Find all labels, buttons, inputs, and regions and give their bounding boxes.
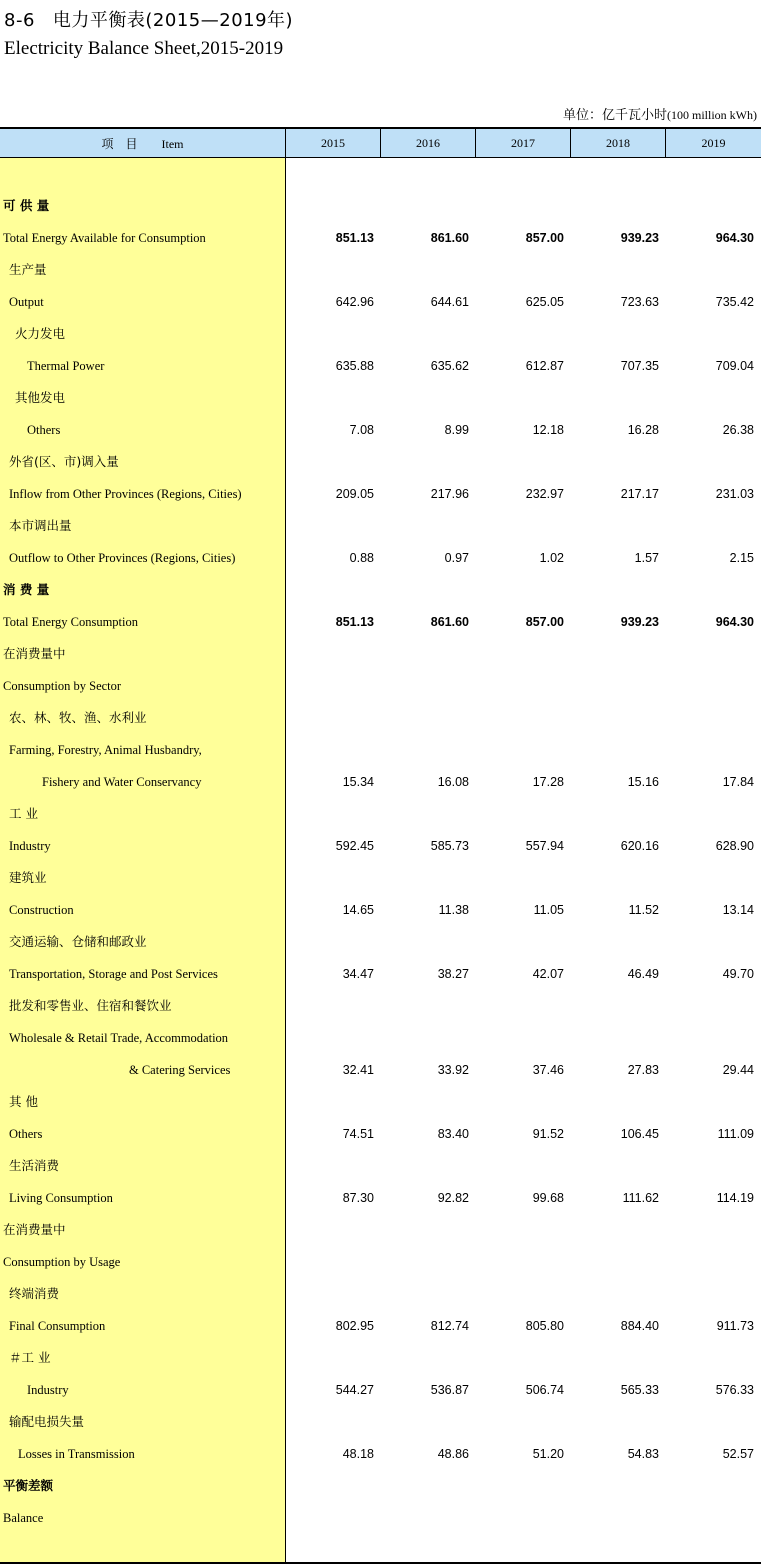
row-value-2017: 51.20 (532, 1447, 564, 1461)
table-row (0, 190, 761, 222)
row-value-2018: 111.62 (622, 1191, 659, 1205)
row-value-2015: 7.08 (349, 423, 374, 437)
table-row (0, 734, 761, 766)
row-label: 在消费量中 (3, 1222, 66, 1237)
row-label: Industry (27, 1383, 69, 1397)
row-value-2017: 805.80 (525, 1319, 564, 1333)
unit-cn: 单位：亿千瓦小时 (562, 108, 667, 123)
table-row (0, 766, 761, 798)
table-row (0, 702, 761, 734)
row-label: 平衡差额 (3, 1478, 54, 1493)
row-value-2017: 99.68 (532, 1191, 564, 1205)
row-value-2015: 87.30 (342, 1191, 374, 1205)
row-value-2016: 83.40 (437, 1127, 469, 1141)
row-value-2015: 544.27 (335, 1383, 374, 1397)
row-value-2016: 16.08 (437, 775, 469, 789)
page-title-cn (4, 6, 293, 32)
row-value-2018: 939.23 (620, 231, 659, 245)
row-value-2019: 49.70 (722, 967, 754, 981)
row-label: Losses in Transmission (18, 1447, 135, 1461)
row-value-2017: 857.00 (525, 615, 564, 629)
row-label: Others (27, 423, 61, 437)
row-value-2015: 0.88 (349, 551, 374, 565)
row-label: Final Consumption (9, 1319, 106, 1333)
table-row (0, 1054, 761, 1086)
table-row (0, 1374, 761, 1406)
row-label: 交通运输、仓储和邮政业 (9, 934, 147, 949)
table-row (0, 478, 761, 510)
row-value-2015: 32.41 (342, 1063, 374, 1077)
row-label: Thermal Power (27, 359, 105, 373)
row-value-2019: 2.15 (729, 551, 754, 565)
row-value-2019: 111.09 (717, 1127, 754, 1141)
table-row (0, 510, 761, 542)
row-label: 在消费量中 (3, 646, 66, 661)
row-value-2016: 861.60 (430, 615, 469, 629)
table-row (0, 830, 761, 862)
table-row (0, 1150, 761, 1182)
table-row (0, 670, 761, 702)
row-label: Consumption by Sector (3, 679, 122, 693)
row-value-2018: 46.49 (627, 967, 659, 981)
table-row (0, 606, 761, 638)
row-label: 工 业 (9, 806, 38, 821)
row-value-2015: 209.05 (335, 487, 374, 501)
row-value-2018: 707.35 (620, 359, 659, 373)
table-row (0, 1470, 761, 1502)
table-row (0, 1342, 761, 1374)
row-value-2015: 74.51 (342, 1127, 374, 1141)
table-row (0, 318, 761, 350)
row-value-2015: 15.34 (342, 775, 374, 789)
row-value-2019: 576.33 (715, 1383, 754, 1397)
row-value-2015: 635.88 (335, 359, 374, 373)
row-value-2016: 635.62 (430, 359, 469, 373)
row-label: ＃工 业 (9, 1350, 51, 1365)
title-cn-text: 电力平衡表(2015—2019年) (52, 10, 294, 31)
table-row (0, 222, 761, 254)
row-label: Total Energy Available for Consumption (3, 231, 206, 245)
row-label: Industry (9, 839, 51, 853)
table-row (0, 1214, 761, 1246)
table-row (0, 1406, 761, 1438)
row-value-2016: 0.97 (444, 551, 469, 565)
row-value-2019: 911.73 (716, 1319, 754, 1333)
table-header (0, 129, 761, 157)
table-row (0, 542, 761, 574)
row-value-2017: 37.46 (532, 1063, 564, 1077)
row-label: 其他发电 (15, 390, 66, 405)
table-row (0, 1502, 761, 1534)
row-value-2016: 33.92 (437, 1063, 469, 1077)
table-row (0, 1182, 761, 1214)
row-value-2017: 91.52 (532, 1127, 564, 1141)
row-value-2016: 92.82 (437, 1191, 469, 1205)
row-label: 生活消费 (9, 1158, 60, 1173)
row-value-2016: 217.96 (430, 487, 469, 501)
header-year-2018: 2018 (571, 129, 666, 157)
row-value-2019: 231.03 (715, 487, 754, 501)
row-label: Transportation, Storage and Post Services (9, 967, 218, 981)
row-label: Fishery and Water Conservancy (42, 775, 202, 789)
row-label: 火力发电 (15, 326, 66, 341)
row-value-2018: 620.16 (620, 839, 659, 853)
row-value-2016: 644.61 (430, 295, 469, 309)
row-label: 输配电损失量 (9, 1414, 85, 1429)
unit-en: (100 million kWh) (667, 108, 757, 122)
table-row (0, 1438, 761, 1470)
row-label: 本市调出量 (9, 518, 72, 533)
row-label: 农、林、牧、渔、水利业 (9, 710, 147, 725)
row-label: 消 费 量 (3, 582, 50, 597)
table-row (0, 990, 761, 1022)
row-value-2017: 857.00 (525, 231, 564, 245)
row-value-2017: 17.28 (532, 775, 564, 789)
row-value-2018: 106.45 (620, 1127, 659, 1141)
row-value-2016: 536.87 (430, 1383, 469, 1397)
row-value-2018: 54.83 (627, 1447, 659, 1461)
row-label: Wholesale & Retail Trade, Accommodation (9, 1031, 229, 1045)
row-value-2016: 861.60 (430, 231, 469, 245)
unit-note (563, 104, 757, 123)
row-label: Inflow from Other Provinces (Regions, Cities) (9, 487, 242, 501)
header-year-2016: 2016 (381, 129, 476, 157)
table-row (0, 958, 761, 990)
row-value-2016: 812.74 (430, 1319, 469, 1333)
row-value-2016: 48.86 (437, 1447, 469, 1461)
header-year-2019: 2019 (701, 135, 726, 150)
row-value-2018: 565.33 (620, 1383, 659, 1397)
row-value-2019: 964.30 (715, 231, 754, 245)
table-bottom-rule (0, 1562, 761, 1564)
table-body (0, 190, 761, 1534)
row-value-2017: 506.74 (525, 1383, 564, 1397)
row-value-2019: 114.19 (716, 1191, 754, 1205)
row-value-2017: 232.97 (525, 487, 564, 501)
table-row (0, 446, 761, 478)
row-label: Total Energy Consumption (3, 615, 138, 629)
row-value-2018: 16.28 (627, 423, 659, 437)
row-label: 外省(区、市)调入量 (9, 454, 119, 469)
row-value-2017: 1.02 (539, 551, 564, 565)
row-value-2018: 723.63 (620, 295, 659, 309)
row-label: Others (9, 1127, 43, 1141)
row-value-2017: 12.18 (532, 423, 564, 437)
table-row (0, 638, 761, 670)
row-value-2019: 628.90 (715, 839, 754, 853)
row-label: Construction (9, 903, 74, 917)
row-value-2017: 11.05 (533, 903, 564, 917)
row-value-2019: 26.38 (722, 423, 754, 437)
row-value-2018: 1.57 (634, 551, 659, 565)
row-value-2017: 625.05 (525, 295, 564, 309)
row-value-2015: 48.18 (342, 1447, 374, 1461)
row-value-2017: 612.87 (525, 359, 564, 373)
row-value-2018: 27.83 (627, 1063, 659, 1077)
row-label: 可 供 量 (3, 198, 50, 213)
table-row (0, 1086, 761, 1118)
row-value-2018: 217.17 (620, 487, 659, 501)
row-value-2016: 585.73 (430, 839, 469, 853)
row-label: 批发和零售业、住宿和餐饮业 (9, 998, 172, 1013)
table-row (0, 1022, 761, 1054)
row-value-2019: 29.44 (722, 1063, 754, 1077)
row-value-2019: 17.84 (722, 775, 754, 789)
row-value-2015: 642.96 (335, 295, 374, 309)
row-label: Consumption by Usage (3, 1255, 121, 1269)
row-label: 生产量 (9, 262, 47, 277)
row-value-2018: 15.16 (627, 775, 659, 789)
row-value-2015: 802.95 (335, 1319, 374, 1333)
table-row (0, 286, 761, 318)
row-label: Balance (3, 1511, 44, 1525)
page-title-en: Electricity Balance Sheet,2015-2019 (4, 38, 284, 59)
table-row (0, 798, 761, 830)
row-value-2015: 592.45 (335, 839, 374, 853)
table-row (0, 926, 761, 958)
table-row (0, 894, 761, 926)
row-value-2018: 939.23 (620, 615, 659, 629)
table-row (0, 414, 761, 446)
row-label: Farming, Forestry, Animal Husbandry, (9, 743, 202, 757)
row-value-2016: 8.99 (444, 423, 469, 437)
table-row (0, 350, 761, 382)
row-label: 建筑业 (9, 870, 47, 885)
table-row (0, 254, 761, 286)
row-value-2018: 11.52 (628, 903, 659, 917)
row-label: Output (9, 295, 44, 309)
row-label: & Catering Services (129, 1063, 231, 1077)
table-row (0, 574, 761, 606)
table-row (0, 1310, 761, 1342)
table-number: 8-6 (4, 10, 35, 31)
row-value-2015: 851.13 (335, 615, 374, 629)
row-value-2015: 14.65 (342, 903, 374, 917)
header-year-2015: 2015 (286, 129, 381, 157)
table-row (0, 1278, 761, 1310)
table-row (0, 1118, 761, 1150)
row-label: Outflow to Other Provinces (Regions, Cities) (9, 551, 236, 565)
row-label: 终端消费 (9, 1286, 60, 1301)
table-row (0, 382, 761, 414)
row-value-2019: 964.30 (715, 615, 754, 629)
header-item: 项 目 Item (0, 129, 286, 157)
table-row (0, 1246, 761, 1278)
row-value-2017: 42.07 (532, 967, 564, 981)
row-value-2019: 13.14 (722, 903, 754, 917)
row-value-2015: 34.47 (342, 967, 374, 981)
row-value-2016: 38.27 (437, 967, 469, 981)
row-value-2015: 851.13 (335, 231, 374, 245)
row-value-2019: 735.42 (715, 295, 754, 309)
row-value-2018: 884.40 (620, 1319, 659, 1333)
row-value-2016: 11.38 (438, 903, 469, 917)
row-value-2019: 52.57 (722, 1447, 754, 1461)
row-label: Living Consumption (9, 1191, 113, 1205)
row-label: 其 他 (9, 1094, 38, 1109)
row-value-2017: 557.94 (525, 839, 564, 853)
row-value-2019: 709.04 (715, 359, 754, 373)
table-row (0, 862, 761, 894)
header-year-2017: 2017 (476, 129, 571, 157)
